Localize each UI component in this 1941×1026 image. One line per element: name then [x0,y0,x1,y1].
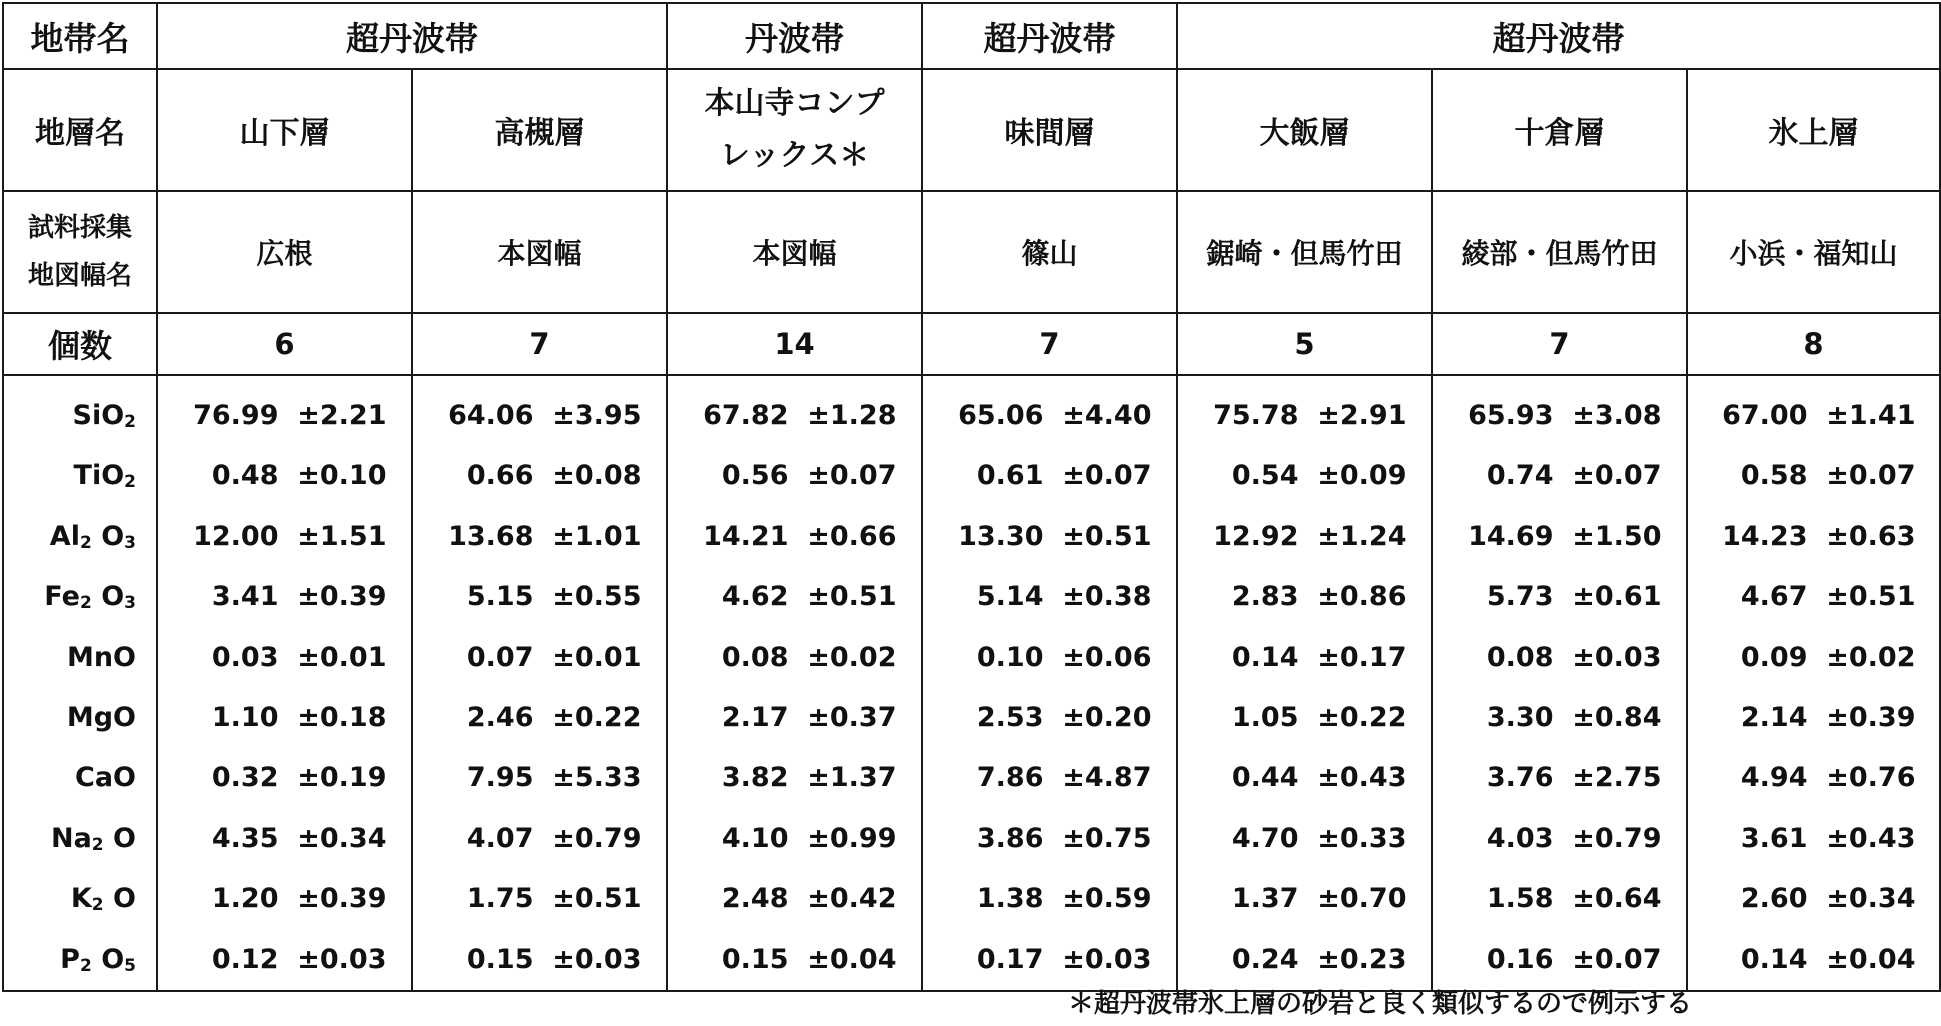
value-pair [413,869,666,929]
value-pair [668,386,921,446]
std-deviation: ±0.64 [1572,883,1662,915]
mean-value: 4.94 [1740,762,1808,794]
value-pair [158,869,411,929]
std-deviation: ±0.33 [1317,822,1407,854]
mean-value: 5.15 [466,581,534,613]
std-deviation: ±0.10 [297,460,387,492]
values-column [1432,375,1687,991]
value-pair [413,688,666,748]
mean-value: 3.30 [1486,701,1554,733]
std-deviation: ±0.09 [1317,460,1407,492]
std-deviation: ±0.51 [1826,581,1916,613]
value-pair [1178,507,1431,567]
std-deviation: ±0.07 [1572,943,1662,975]
mean-value: 3.61 [1740,822,1808,854]
values-column [1687,375,1940,991]
value-pair [923,628,1176,688]
value-pair [1433,628,1686,688]
mean-value: 12.00 [193,520,279,552]
value-pair [668,809,921,869]
std-deviation: ±1.51 [297,520,387,552]
oxide-text: O [91,581,125,613]
value-pair [1178,869,1431,929]
std-deviation: ±0.23 [1317,943,1407,975]
std-deviation: ±4.40 [1062,400,1152,431]
mean-value: 5.73 [1486,581,1554,613]
count-cell: 6 [157,313,412,375]
value-pair [1688,628,1939,688]
std-deviation: ±1.50 [1572,520,1662,552]
mean-value: 0.58 [1740,460,1808,492]
mean-value: 0.03 [211,641,279,673]
std-deviation: ±0.43 [1826,822,1916,854]
mean-value: 2.14 [1740,701,1808,733]
value-pair [413,386,666,446]
mean-value: 0.54 [1231,460,1299,492]
oxide-text: P [60,943,80,975]
std-deviation: ±0.86 [1317,581,1407,613]
value-pair [1433,446,1686,506]
oxide-subscript: 3 [124,593,136,614]
map-sheet-cell: 綾部・但馬竹田 [1432,191,1687,313]
mean-value: 2.60 [1740,883,1808,915]
value-pair [1688,446,1939,506]
oxide-label [4,386,156,446]
std-deviation: ±0.34 [1826,883,1916,915]
oxide-label [4,748,156,808]
value-pair [1688,748,1939,808]
std-deviation: ±0.02 [807,641,897,673]
mean-value: 1.37 [1231,883,1299,915]
value-pair [1688,567,1939,627]
oxide-text: O [103,822,136,854]
std-deviation: ±0.04 [807,943,897,975]
value-pair [1433,567,1686,627]
value-pair [158,386,411,446]
value-pair [1433,507,1686,567]
std-deviation: ±0.75 [1062,822,1152,854]
map-label-line: 試料採集 [27,213,132,243]
std-deviation: ±0.20 [1062,701,1152,733]
value-pair [158,446,411,506]
std-deviation: ±0.07 [1062,460,1152,492]
oxide-label-column [3,375,157,991]
oxide-subscript: 3 [124,532,136,553]
std-deviation: ±0.39 [1826,701,1916,733]
value-pair [668,748,921,808]
oxide-text: TiO [73,460,125,492]
std-deviation: ±0.02 [1826,641,1916,673]
map-sheet-cell: 本図幅 [412,191,667,313]
std-deviation: ±0.51 [552,883,642,915]
std-deviation: ±0.03 [1062,943,1152,975]
value-pair [923,507,1176,567]
formation-cell: 十倉層 [1432,69,1687,191]
value-pair [668,446,921,506]
oxide-text: Na [50,822,92,854]
value-pair [1178,446,1431,506]
values-column [412,375,667,991]
formation-cell-complex [667,69,922,191]
mean-value: 12.92 [1213,520,1299,552]
footnote: ＊超丹波帯氷上層の砂岩と良く類似するので例示する [1068,989,1693,1019]
mean-value: 1.20 [211,883,279,915]
mean-value: 0.09 [1740,641,1808,673]
mean-value: 65.06 [958,400,1044,431]
mean-value: 2.46 [466,701,534,733]
mean-value: 2.53 [976,701,1044,733]
mean-value: 2.17 [721,701,789,733]
oxide-text: MnO [66,641,136,673]
value-pair [1688,688,1939,748]
value-pair [1688,809,1939,869]
mean-value: 14.69 [1468,520,1554,552]
std-deviation: ±0.03 [297,943,387,975]
oxide-text: CaO [75,762,136,794]
value-pair [1433,930,1686,990]
std-deviation: ±0.76 [1826,762,1916,794]
oxide-subscript: 2 [79,955,92,976]
formation-line: 本山寺コンプ [704,86,885,121]
std-deviation: ±0.17 [1317,641,1407,673]
count-row-label: 個数 [3,313,157,375]
formation-row-label: 地層名 [3,69,157,191]
mean-value: 1.10 [211,701,279,733]
count-cell: 7 [412,313,667,375]
value-pair [1178,386,1431,446]
mean-value: 75.78 [1213,400,1299,431]
value-pair [668,930,921,990]
std-deviation: ±0.07 [1572,460,1662,492]
oxide-label [4,446,156,506]
mean-value: 4.07 [466,822,534,854]
mean-value: 3.82 [721,762,789,794]
value-pair [923,809,1176,869]
std-deviation: ±0.19 [297,762,387,794]
map-sheet-cell: 鋸崎・但馬竹田 [1177,191,1432,313]
mean-value: 13.68 [448,520,534,552]
mean-value: 0.61 [976,460,1044,492]
value-pair [1688,507,1939,567]
mean-value: 14.23 [1722,520,1808,552]
std-deviation: ±0.07 [807,460,897,492]
std-deviation: ±0.66 [807,520,897,552]
mean-value: 1.75 [466,883,534,915]
value-pair [1433,809,1686,869]
std-deviation: ±0.04 [1826,943,1916,975]
value-pair [1688,869,1939,929]
std-deviation: ±0.84 [1572,701,1662,733]
mean-value: 1.58 [1486,883,1554,915]
std-deviation: ±0.59 [1062,883,1152,915]
std-deviation: ±0.39 [297,581,387,613]
value-pair [158,628,411,688]
std-deviation: ±0.18 [297,701,387,733]
value-pair [668,567,921,627]
values-column [1177,375,1432,991]
mean-value: 64.06 [448,400,534,431]
oxide-text: Al [49,520,80,552]
std-deviation: ±0.08 [552,460,642,492]
std-deviation: ±0.03 [552,943,642,975]
value-pair [413,507,666,567]
value-pair [923,446,1176,506]
formation-row [3,69,1940,191]
value-pair [413,930,666,990]
mean-value: 0.08 [1486,641,1554,673]
oxide-text: O [103,883,136,915]
value-pair [158,688,411,748]
formation-cell: 味間層 [922,69,1177,191]
mean-value: 0.56 [721,460,789,492]
value-pair [158,930,411,990]
map-sheet-cell: 本図幅 [667,191,922,313]
mean-value: 13.30 [958,520,1044,552]
std-deviation: ±0.51 [1062,520,1152,552]
std-deviation: ±0.55 [552,581,642,613]
values-column [922,375,1177,991]
mean-value: 3.41 [211,581,279,613]
value-pair [1178,567,1431,627]
count-cell: 7 [1432,313,1687,375]
map-label-line: 地図幅名 [27,261,132,291]
std-deviation: ±0.51 [807,581,897,613]
value-pair [923,748,1176,808]
value-pair [413,567,666,627]
std-deviation: ±0.79 [1572,822,1662,854]
mean-value: 1.05 [1231,701,1299,733]
mean-value: 4.03 [1486,822,1554,854]
mean-value: 4.10 [721,822,789,854]
std-deviation: ±0.42 [807,883,897,915]
value-pair [1178,748,1431,808]
value-pair [923,386,1176,446]
count-cell: 7 [922,313,1177,375]
mean-value: 0.48 [211,460,279,492]
oxide-text: MgO [66,701,136,733]
oxide-text: O [91,943,125,975]
mean-value: 67.82 [703,400,789,431]
oxide-label [4,507,156,567]
mean-value: 0.14 [1740,943,1808,975]
value-pair [1178,809,1431,869]
std-deviation: ±0.63 [1826,520,1916,552]
std-deviation: ±0.99 [807,822,897,854]
zone-cell-ultra-tamba-2: 超丹波帯 [922,3,1177,69]
value-pair [413,748,666,808]
mean-value: 0.24 [1231,943,1299,975]
data-row [3,375,1940,991]
mean-value: 3.86 [976,822,1044,854]
mean-value: 2.48 [721,883,789,915]
count-cell: 14 [667,313,922,375]
oxide-subscript: 2 [91,895,104,916]
value-pair [923,869,1176,929]
mean-value: 7.86 [976,762,1044,794]
mean-value: 0.74 [1486,460,1554,492]
oxide-label [4,869,156,929]
map-sheet-cell: 篠山 [922,191,1177,313]
oxide-subscript: 2 [124,412,136,432]
std-deviation: ±0.22 [1317,701,1407,733]
std-deviation: ±0.70 [1317,883,1407,915]
std-deviation: ±1.24 [1317,520,1407,552]
value-pair [158,507,411,567]
std-deviation: ±2.21 [297,400,387,431]
zone-cell-ultra-tamba-1: 超丹波帯 [157,3,667,69]
std-deviation: ±0.79 [552,822,642,854]
value-pair [1433,688,1686,748]
mean-value: 0.14 [1231,641,1299,673]
oxide-text: O [91,520,125,552]
zone-cell-tamba: 丹波帯 [667,3,922,69]
oxide-subscript: 5 [124,955,136,976]
std-deviation: ±0.01 [297,641,387,673]
zone-row [3,3,1940,69]
std-deviation: ±0.39 [297,883,387,915]
std-deviation: ±1.28 [807,400,897,431]
zone-row-label: 地帯名 [3,3,157,69]
std-deviation: ±3.95 [552,400,642,431]
std-deviation: ±0.22 [552,701,642,733]
std-deviation: ±0.07 [1826,460,1916,492]
value-pair [923,930,1176,990]
oxide-text: SiO [72,400,125,431]
std-deviation: ±1.01 [552,520,642,552]
value-pair [1178,628,1431,688]
mean-value: 1.38 [976,883,1044,915]
value-pair [413,628,666,688]
composition-table-sheet [2,2,1941,992]
formation-cell: 高槻層 [412,69,667,191]
oxide-label [4,809,156,869]
value-pair [1178,688,1431,748]
std-deviation: ±5.33 [552,762,642,794]
std-deviation: ±0.34 [297,822,387,854]
chemical-composition-table [2,2,1941,992]
count-cell: 5 [1177,313,1432,375]
value-pair [668,688,921,748]
value-pair [413,446,666,506]
formation-cell: 大飯層 [1177,69,1432,191]
std-deviation: ±1.37 [807,762,897,794]
std-deviation: ±3.08 [1572,400,1662,431]
oxide-label [4,930,156,990]
value-pair [668,507,921,567]
zone-cell-ultra-tamba-3: 超丹波帯 [1177,3,1940,69]
std-deviation: ±0.37 [807,701,897,733]
map-sheet-row-label [3,191,157,313]
mean-value: 0.66 [466,460,534,492]
value-pair [1178,930,1431,990]
value-pair [668,869,921,929]
count-cell: 8 [1687,313,1940,375]
std-deviation: ±0.03 [1572,641,1662,673]
oxide-subscript: 2 [79,593,92,614]
oxide-label [4,567,156,627]
std-deviation: ±0.06 [1062,641,1152,673]
mean-value: 76.99 [193,400,279,431]
mean-value: 0.16 [1486,943,1554,975]
oxide-text: K [70,883,92,915]
std-deviation: ±2.91 [1317,400,1407,431]
value-pair [1688,930,1939,990]
std-deviation: ±0.01 [552,641,642,673]
value-pair [1433,869,1686,929]
value-pair [413,809,666,869]
formation-cell: 氷上層 [1687,69,1940,191]
std-deviation: ±0.43 [1317,762,1407,794]
map-sheet-cell: 広根 [157,191,412,313]
mean-value: 0.12 [211,943,279,975]
value-pair [923,567,1176,627]
values-column [667,375,922,991]
mean-value: 0.44 [1231,762,1299,794]
std-deviation: ±0.61 [1572,581,1662,613]
mean-value: 4.62 [721,581,789,613]
std-deviation: ±2.75 [1572,762,1662,794]
mean-value: 0.32 [211,762,279,794]
mean-value: 2.83 [1231,581,1299,613]
mean-value: 4.70 [1231,822,1299,854]
mean-value: 0.15 [721,943,789,975]
oxide-label [4,688,156,748]
oxide-subscript: 2 [124,472,136,493]
oxide-label [4,628,156,688]
mean-value: 7.95 [466,762,534,794]
value-pair [158,567,411,627]
mean-value: 67.00 [1722,400,1808,431]
map-sheet-row [3,191,1940,313]
oxide-text: Fe [44,581,80,613]
mean-value: 4.35 [211,822,279,854]
std-deviation: ±1.41 [1826,400,1916,431]
oxide-subscript: 2 [79,532,92,553]
std-deviation: ±4.87 [1062,762,1152,794]
value-pair [158,809,411,869]
mean-value: 0.17 [976,943,1044,975]
value-pair [923,688,1176,748]
mean-value: 4.67 [1740,581,1808,613]
value-pair [1688,386,1939,446]
value-pair [1433,748,1686,808]
value-pair [158,748,411,808]
mean-value: 65.93 [1468,400,1554,431]
mean-value: 0.07 [466,641,534,673]
mean-value: 0.08 [721,641,789,673]
values-column [157,375,412,991]
mean-value: 5.14 [976,581,1044,613]
count-row [3,313,1940,375]
value-pair [668,628,921,688]
std-deviation: ±0.38 [1062,581,1152,613]
map-sheet-cell: 小浜・福知山 [1687,191,1940,313]
mean-value: 14.21 [703,520,789,552]
formation-line: レックス＊ [719,138,870,173]
formation-cell: 山下層 [157,69,412,191]
value-pair [1433,386,1686,446]
mean-value: 0.10 [976,641,1044,673]
mean-value: 0.15 [466,943,534,975]
oxide-subscript: 2 [91,834,104,855]
mean-value: 3.76 [1486,762,1554,794]
